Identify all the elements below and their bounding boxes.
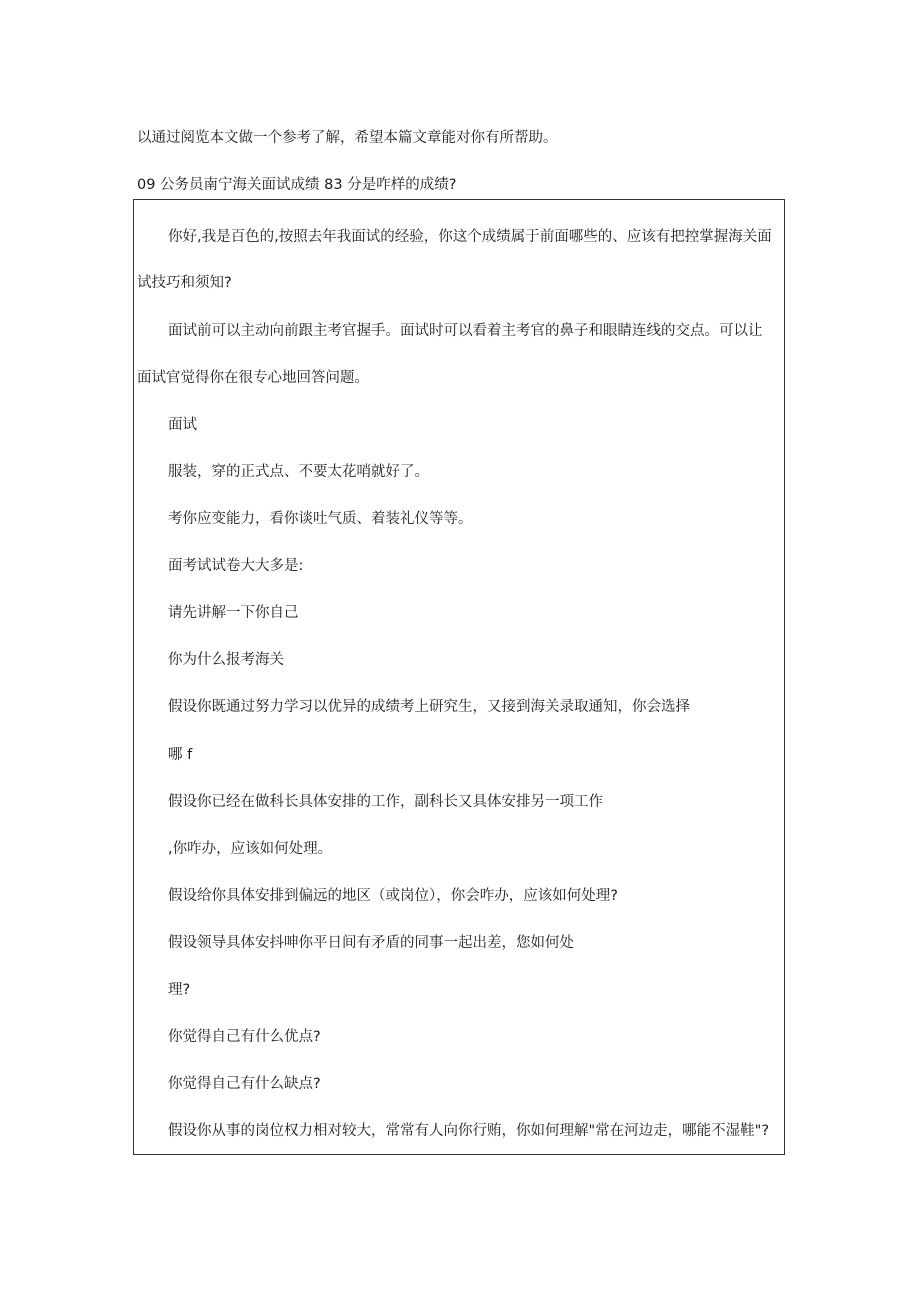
answer-line-5: 面试 (168, 417, 197, 433)
answer-line-1: 你好,我是百色的,按照去年我面试的经验，你这个成绩属于前面哪些的、应该有把控掌握海关面 (168, 229, 772, 245)
answer-line-9: 请先讲解一下你自己 (168, 605, 299, 621)
answer-line-11: 假设你既通过努力学习以优异的成绩考上研究生，又接到海关录取通知，你会选择 (168, 699, 690, 715)
answer-line-6: 服装，穿的正式点、不要太花哨就好了。 (168, 464, 429, 480)
answer-line-4: 面试官觉得你在很专心地回答问题。 (137, 370, 369, 386)
intro-paragraph: 以通过阅览本文做一个参考了解，希望本篇文章能对你有所帮助。 (137, 130, 558, 146)
answer-line-19: 你觉得自己有什么缺点? (168, 1076, 321, 1092)
answer-line-10: 你为什么报考海关 (168, 652, 284, 668)
answer-line-12: 哪 f (168, 747, 193, 763)
answer-line-16: 假设领导具体安抖呻你平日间有矛盾的同事一起出差，您如何处 (168, 935, 574, 951)
answer-line-20: 假设你从事的岗位权力相对较大，常常有人向你行贿，你如何理解"常在河边走，哪能不湿鞋"? (168, 1123, 770, 1139)
answer-line-15: 假设给你具体安排到偏远的地区（或岗位），你会咋办，应该如何处理? (168, 888, 618, 904)
answer-line-13: 假设你已经在做科长具体安排的工作，副科长又具体安排另一项工作 (168, 794, 603, 810)
answer-line-3: 面试前可以主动向前跟主考官握手。面试时可以看着主考官的鼻子和眼睛连线的交点。可以让 (168, 323, 763, 339)
question-title: 09 公务员南宁海关面试成绩 83 分是咋样的成绩? (137, 177, 457, 193)
answer-line-18: 你觉得自己有什么优点? (168, 1029, 321, 1045)
answer-line-8: 面考试试卷大大多是: (168, 558, 304, 574)
answer-line-2: 试技巧和须知? (137, 275, 232, 291)
answer-line-14: ,你咋办，应该如何处理。 (168, 841, 333, 857)
answer-box (133, 199, 785, 1155)
answer-line-7: 考你应变能力，看你谈吐气质、着装礼仪等等。 (168, 511, 473, 527)
answer-line-17: 理? (168, 982, 191, 998)
